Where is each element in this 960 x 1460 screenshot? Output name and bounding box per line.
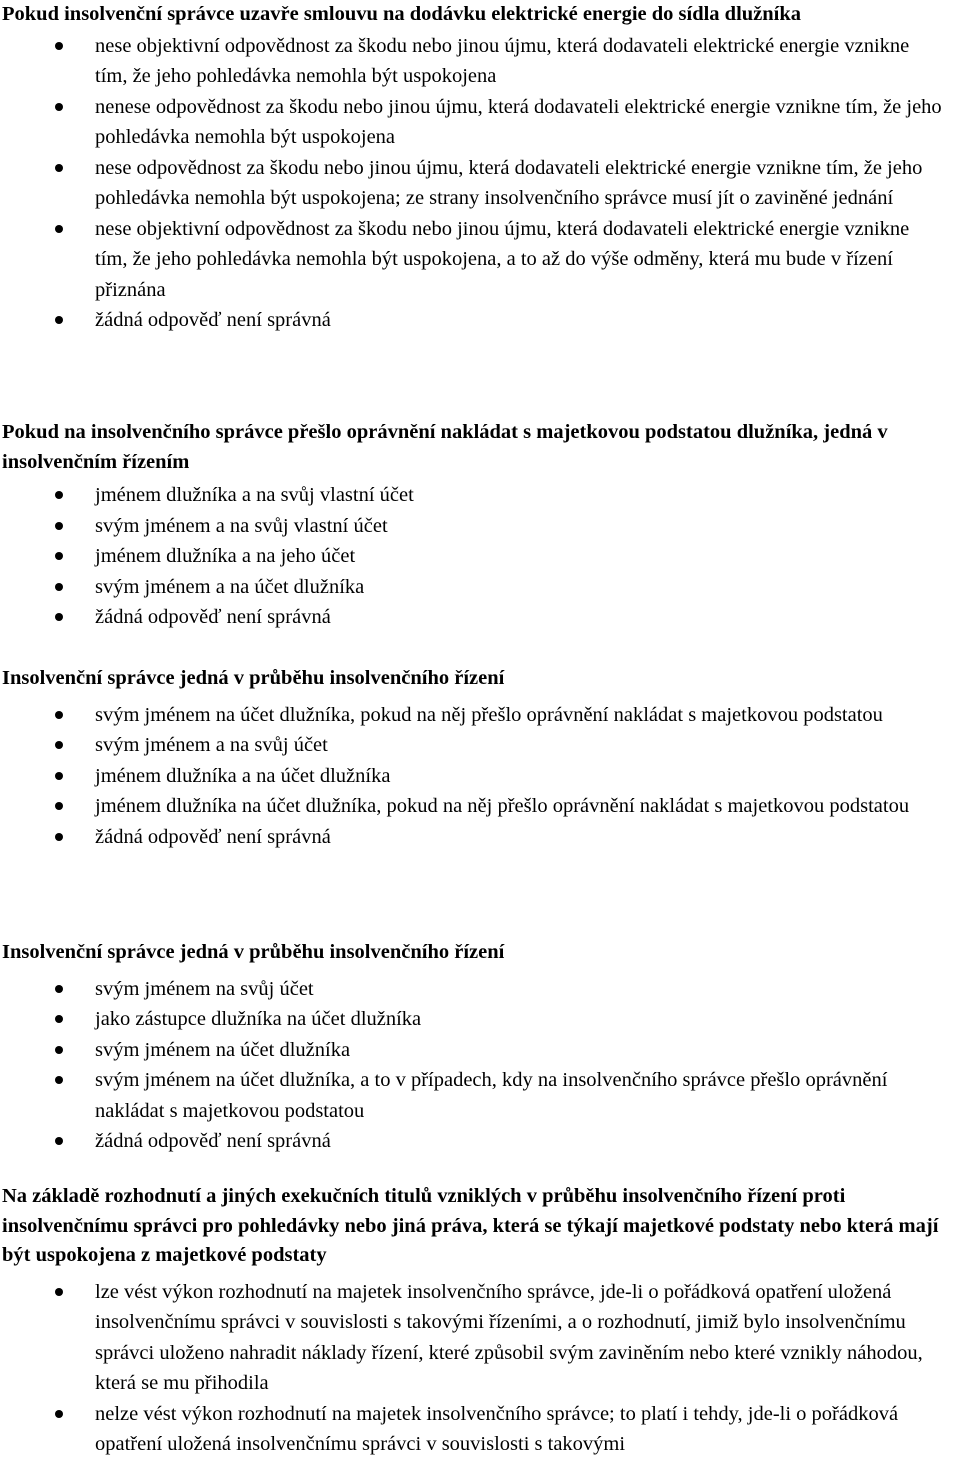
bullet-icon bbox=[55, 103, 63, 111]
answer-option bbox=[0, 791, 945, 822]
answer-text: jako zástupce dlužníka na účet dlužníka bbox=[95, 1008, 422, 1030]
answer-option bbox=[0, 730, 945, 761]
answer-text: jménem dlužníka a na svůj vlastní účet bbox=[95, 484, 414, 506]
question-heading: Insolvenční správce jedná v průběhu insolvenčního řízení bbox=[2, 667, 505, 689]
question-block bbox=[0, 1182, 952, 1460]
bullet-icon bbox=[55, 711, 63, 719]
answer-text: svým jménem a na účet dlužníka bbox=[95, 575, 365, 598]
answer-text: svým jménem a na svůj účet bbox=[95, 734, 328, 756]
answer-option bbox=[0, 1035, 945, 1066]
bullet-icon bbox=[55, 583, 63, 591]
bullet-icon bbox=[55, 316, 63, 324]
answer-text: svým jménem na svůj účet bbox=[95, 977, 314, 1000]
answer-option bbox=[0, 480, 945, 511]
answer-text: nese objektivní odpovědnost za škodu nebo jinou újmu, která dodavateli elektrické energie vznikne tím, že jeho pohledávka nemohla být uspokojena, a to až do výše odměny, která mu bude v řízení přiznána bbox=[95, 217, 910, 301]
question-block bbox=[0, 938, 952, 1157]
answer-text: žádná odpověď není správná bbox=[95, 825, 331, 848]
answer-text: jménem dlužníka a na účet dlužníka bbox=[95, 764, 391, 787]
bullet-icon bbox=[55, 1410, 63, 1418]
answer-text: jménem dlužníka a na jeho účet bbox=[95, 545, 356, 567]
answer-option bbox=[0, 1399, 945, 1460]
question-block bbox=[0, 0, 952, 336]
answer-option bbox=[0, 700, 945, 731]
answer-option bbox=[0, 974, 945, 1005]
answer-text: svým jménem na účet dlužníka bbox=[95, 1038, 351, 1061]
question-heading: Pokud na insolvenčního správce přešlo oprávnění nakládat s majetkovou podstatou dlužníka, jedná v insolvenčním řízením bbox=[2, 421, 888, 473]
question-heading: Na základě rozhodnutí a jiných exekučních titulů vzniklých v průběhu insolvenčního řízení proti insolvenčnímu správci pro pohledávky nebo jiná práva, která se týkají majetkové podstaty nebo která mají být uspokojena z majetkové podstaty bbox=[2, 1185, 939, 1266]
bullet-icon bbox=[55, 1076, 63, 1084]
answer-option bbox=[0, 541, 945, 572]
bullet-icon bbox=[55, 42, 63, 50]
bullet-icon bbox=[55, 1137, 63, 1145]
answer-text: lze vést výkon rozhodnutí na majetek insolvenčního správce, jde-li o pořádková opatření uložená insolvenčnímu správci v souvislosti s takovými řízeními, a o rozhodnutí, jimiž bylo insolvenčnímu správci uloženo nahradit náklady řízení, které způsobil svým zaviněním nebo které vznikly náhodou, která se mu přihodila bbox=[95, 1280, 923, 1394]
bullet-icon bbox=[55, 985, 63, 993]
bullet-icon bbox=[55, 1288, 63, 1296]
answer-text: nenese odpovědnost za škodu nebo jinou újmu, která dodavateli elektrické energie vznikne tím, že jeho pohledávka nemohla být uspokojena bbox=[95, 95, 942, 148]
bullet-icon bbox=[55, 833, 63, 841]
answer-option bbox=[0, 305, 945, 336]
bullet-icon bbox=[55, 802, 63, 810]
answer-option bbox=[0, 31, 945, 92]
answer-text: nelze vést výkon rozhodnutí na majetek insolvenčního správce; to platí i tehdy, jde-li o pořádková opatření uložená insolvenčnímu správci v souvislosti s takovými bbox=[95, 1402, 899, 1455]
answer-list bbox=[0, 700, 952, 853]
answer-option bbox=[0, 214, 945, 306]
answer-option bbox=[0, 761, 945, 792]
bullet-icon bbox=[55, 1046, 63, 1054]
answer-option bbox=[0, 92, 945, 153]
answer-option bbox=[0, 822, 945, 853]
bullet-icon bbox=[55, 164, 63, 172]
answer-text: svým jménem na účet dlužníka, a to v případech, kdy na insolvenčního správce přešlo oprávnění nakládat s majetkovou podstatou bbox=[95, 1069, 888, 1122]
question-block bbox=[0, 664, 952, 852]
answer-option bbox=[0, 572, 945, 603]
answer-option bbox=[0, 1126, 945, 1157]
answer-option bbox=[0, 511, 945, 542]
bullet-icon bbox=[55, 613, 63, 621]
bullet-icon bbox=[55, 772, 63, 780]
answer-option bbox=[0, 1004, 945, 1035]
question-block bbox=[0, 418, 952, 633]
bullet-icon bbox=[55, 491, 63, 499]
question-heading: Pokud insolvenční správce uzavře smlouvu na dodávku elektrické energie do sídla dlužníka bbox=[2, 3, 802, 25]
question-heading: Insolvenční správce jedná v průběhu insolvenčního řízení bbox=[2, 941, 505, 963]
answer-text: svým jménem a na svůj vlastní účet bbox=[95, 514, 388, 537]
answer-text: jménem dlužníka na účet dlužníka, pokud na něj přešlo oprávnění nakládat s majetkovou podstatou bbox=[95, 795, 910, 817]
answer-text: žádná odpověď není správná bbox=[95, 309, 331, 331]
bullet-icon bbox=[55, 522, 63, 530]
answer-option bbox=[0, 602, 945, 633]
answer-option bbox=[0, 1277, 945, 1399]
answer-list bbox=[0, 31, 952, 336]
answer-list bbox=[0, 480, 952, 633]
answer-text: žádná odpověď není správná bbox=[95, 1130, 331, 1152]
bullet-icon bbox=[55, 741, 63, 749]
answer-text: nese objektivní odpovědnost za škodu nebo jinou újmu, která dodavateli elektrické energie vznikne tím, že jeho pohledávka nemohla být uspokojena bbox=[95, 34, 910, 87]
answer-option bbox=[0, 1065, 945, 1126]
bullet-icon bbox=[55, 225, 63, 233]
bullet-icon bbox=[55, 552, 63, 560]
answer-list bbox=[0, 974, 952, 1157]
answer-text: nese odpovědnost za škodu nebo jinou újmu, která dodavateli elektrické energie vznikne tím, že jeho pohledávka nemohla být uspokojena; ze strany insolvenčního správce musí jít o zaviněné jednání bbox=[95, 156, 923, 209]
answer-list bbox=[0, 1277, 952, 1460]
answer-text: svým jménem na účet dlužníka, pokud na něj přešlo oprávnění nakládat s majetkovou podstatou bbox=[95, 703, 883, 726]
answer-text: žádná odpověď není správná bbox=[95, 606, 331, 628]
bullet-icon bbox=[55, 1015, 63, 1023]
answer-option bbox=[0, 153, 945, 214]
